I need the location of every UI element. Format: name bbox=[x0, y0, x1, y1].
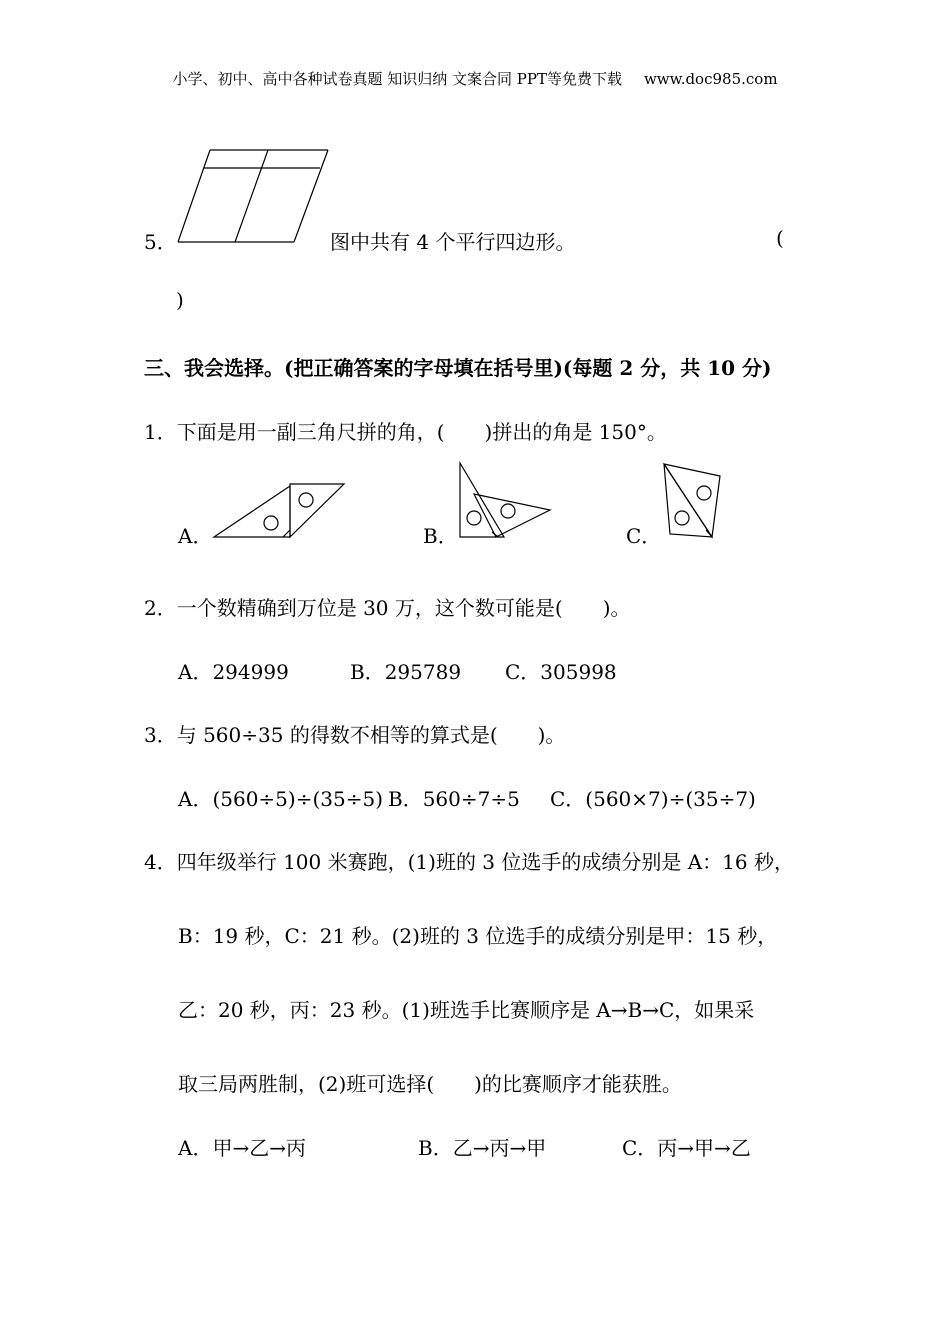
choice-q4-line-1: 4．四年级举行 100 米赛跑，(1)班的 3 位选手的成绩分别是 A：16 秒， bbox=[144, 850, 794, 874]
choice-q4-option-c: C．丙→甲→乙 bbox=[622, 1136, 751, 1160]
parallelogram-figure bbox=[176, 148, 332, 248]
choice-q1-option-c: C． bbox=[626, 524, 662, 548]
figure-right-side bbox=[294, 150, 328, 242]
choice-q4-line-3: 乙：20 秒，丙：23 秒。(1)班选手比赛顺序是 A→B→C，如果采 bbox=[178, 998, 755, 1022]
judge-q5-text: 图中共有 4 个平行四边形。 bbox=[330, 230, 576, 254]
triangle-c-right-mark bbox=[706, 530, 712, 537]
judge-q5-paren-close: ) bbox=[176, 288, 184, 312]
judge-q5-paren-open: ( bbox=[776, 226, 784, 250]
header-text: 小学、初中、高中各种试卷真题 知识归纳 文案合同 PPT等免费下载 bbox=[172, 70, 622, 88]
choice-q1-option-a: A． bbox=[178, 524, 213, 548]
triangle-a-1 bbox=[214, 486, 290, 537]
triangle-set-c-figure bbox=[660, 460, 726, 542]
choice-q4-option-a: A．甲→乙→丙 bbox=[178, 1136, 306, 1160]
choice-q2-option-b: B．295789 bbox=[350, 660, 462, 684]
figure-center-divider bbox=[235, 150, 268, 242]
choice-q4-line-4: 取三局两胜制，(2)班可选择( )的比赛顺序才能获胜。 bbox=[178, 1072, 682, 1096]
choice-q1-text: 1．下面是用一副三角尺拼的角，( )拼出的角是 150°。 bbox=[144, 420, 667, 444]
choice-q2-option-a: A．294999 bbox=[178, 660, 289, 684]
triangle-b-1 bbox=[460, 463, 504, 537]
choice-q4-option-b: B．乙→丙→甲 bbox=[418, 1136, 547, 1160]
choice-q3-option-b: B．560÷7÷5 bbox=[388, 787, 520, 811]
header-url: www.doc985.com bbox=[643, 70, 778, 88]
triangle-a-right-mark bbox=[283, 530, 290, 537]
page-header bbox=[0, 68, 950, 89]
triangle-a-hole-2 bbox=[299, 493, 313, 507]
triangle-set-b-figure bbox=[456, 460, 556, 542]
choice-q3-text: 3．与 560÷35 的得数不相等的算式是( )。 bbox=[144, 723, 566, 747]
judge-q5-number: 5． bbox=[144, 230, 177, 254]
triangle-b-2 bbox=[474, 494, 550, 537]
choice-q4-line-2: B：19 秒，C：21 秒。(2)班的 3 位选手的成绩分别是甲：15 秒， bbox=[178, 924, 778, 948]
choice-q3-option-c: C．(560×7)÷(35÷7) bbox=[550, 787, 756, 811]
triangle-c-hole-1 bbox=[697, 486, 711, 500]
triangle-set-a-figure bbox=[212, 480, 348, 542]
section-3-title: 三、我会选择。(把正确答案的字母填在括号里)(每题 2 分，共 10 分) bbox=[144, 356, 772, 380]
triangle-a-2 bbox=[290, 484, 344, 537]
figure-left-side bbox=[178, 150, 210, 242]
choice-q2-option-c: C．305998 bbox=[505, 660, 617, 684]
triangle-b-hole-2 bbox=[501, 504, 515, 518]
choice-q1-option-b: B． bbox=[423, 524, 458, 548]
choice-q2-text: 2．一个数精确到万位是 30 万，这个数可能是( )。 bbox=[144, 596, 631, 620]
triangle-b-hole-1 bbox=[467, 511, 481, 525]
triangle-c-1 bbox=[664, 464, 720, 537]
choice-q3-option-a: A．(560÷5)÷(35÷5) bbox=[178, 787, 383, 811]
triangle-c-hole-2 bbox=[675, 511, 689, 525]
triangle-a-hole-1 bbox=[264, 516, 278, 530]
